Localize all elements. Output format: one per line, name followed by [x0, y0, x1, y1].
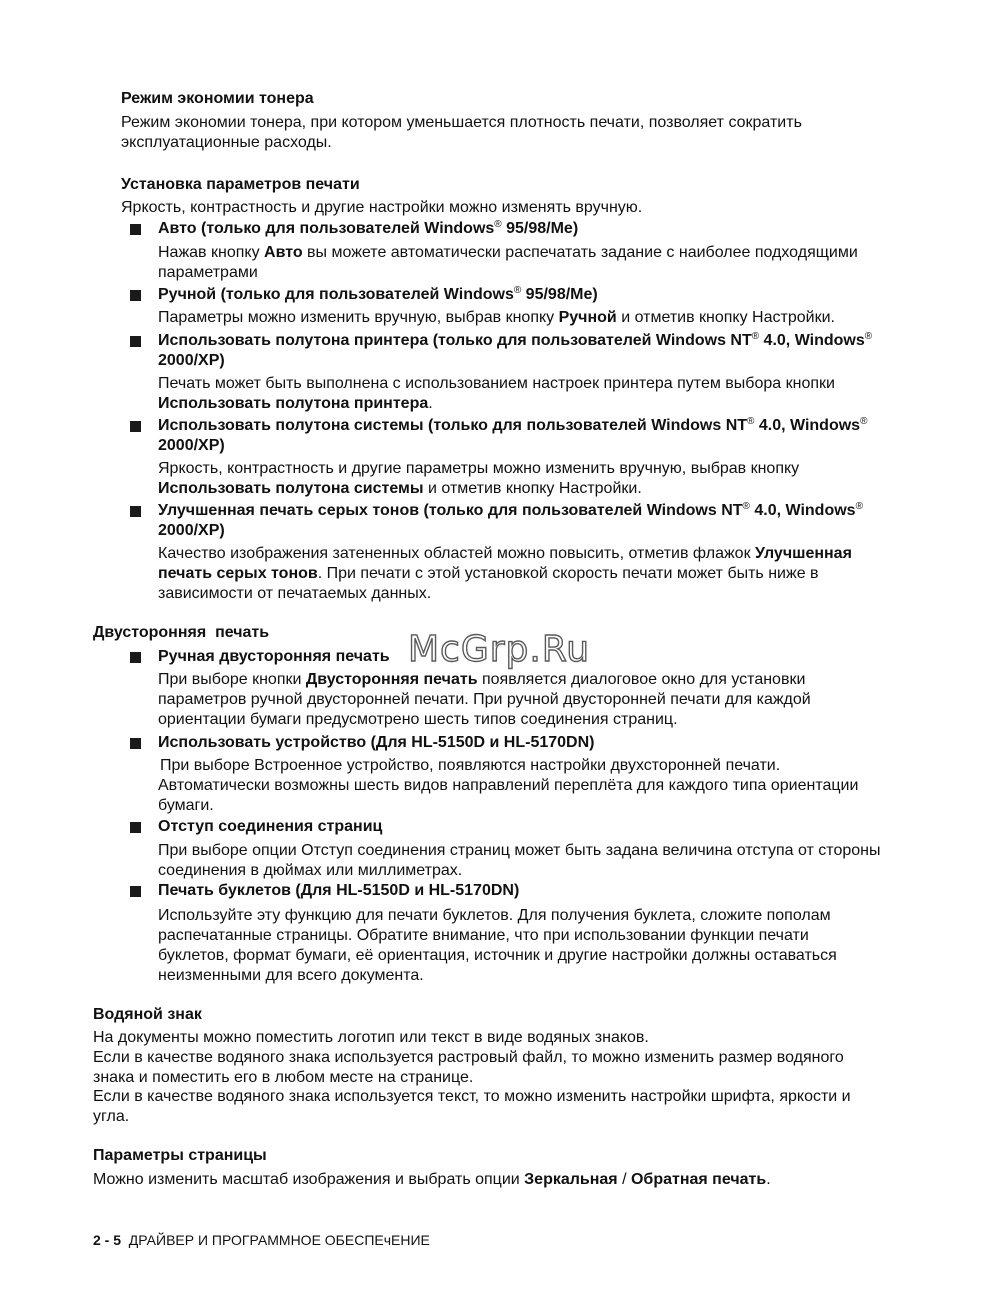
binding-offset-title: Отступ соединения страниц: [158, 818, 383, 835]
booklet-desc-line-4: неизменными для всего документа.: [158, 967, 424, 984]
binding-offset-desc-line-2: соединения в дюймах или миллиметрах.: [158, 862, 463, 879]
bullet-icon: [130, 336, 141, 347]
bullet-icon: [130, 290, 141, 301]
gray-desc-line-3: зависимости от печатаемых данных.: [158, 585, 432, 602]
duplex-manual-title: Ручная двусторонняя печать: [158, 648, 390, 665]
bullet-icon: [130, 886, 141, 897]
page-number: 2 - 5: [93, 1232, 122, 1248]
page-setup-desc: Можно изменить масштаб изображения и выбрать опции Зеркальная / Обратная печать.: [93, 1171, 771, 1188]
toner-text-line-2: эксплуатационные расходы.: [121, 134, 332, 151]
system-halftone-desc-line-2: Использовать полутона системы и отметив кнопку Настройки.: [158, 480, 642, 497]
auto-desc-line-2: параметрами: [158, 264, 258, 281]
watermark-heading: Водяной знак: [93, 1006, 202, 1023]
watermark-text-line-5: угла.: [93, 1108, 130, 1125]
gray-title: Улучшенная печать серых тонов (только для пользователей Windows NT® 4.0, Windows®: [158, 501, 863, 519]
duplex-heading: Двусторонняя печать: [93, 624, 270, 641]
footer-title: ДРАЙВЕР И ПРОГРАММНОЕ ОБЕСПЕчЕНИЕ: [128, 1232, 430, 1248]
toner-text-line-1: Режим экономии тонера, при котором уменьшается плотность печати, позволяет сократить: [121, 114, 802, 131]
duplex-device-desc-line-2: Автоматически возможны шесть видов направлений переплёта для каждого типа ориентации: [158, 777, 859, 794]
auto-desc-line-1: Нажав кнопку Авто вы можете автоматически распечатать задание с наиболее подходящими: [158, 244, 858, 261]
auto-title: Авто (только для пользователей Windows® 95/98/Me): [158, 219, 579, 237]
printer-halftone-desc-line-1: Печать может быть выполнена с использованием настроек принтера путем выбора кнопки: [158, 375, 835, 392]
printer-halftone-desc-line-2: Использовать полутона принтера.: [158, 395, 433, 412]
bullet-icon: [130, 506, 141, 517]
toner-heading: Режим экономии тонера: [121, 90, 314, 107]
gray-desc-line-1: Качество изображения затененных областей можно повысить, отметив флажок Улучшенная: [158, 545, 852, 562]
booklet-desc-line-2: распечатанные страницы. Обратите внимание, что при использовании функции печати: [158, 927, 809, 944]
manual-desc: Параметры можно изменить вручную, выбрав кнопку Ручной и отметив кнопку Настройки.: [158, 309, 835, 326]
duplex-manual-desc-line-3: ориентации бумаги предусмотрено шесть типов соединения страниц.: [158, 711, 678, 728]
bullet-icon: [130, 421, 141, 432]
booklet-desc-line-1: Используйте эту функцию для печати буклетов. Для получения буклета, сложите пополам: [158, 907, 831, 924]
gray-desc-line-2: печать серых тонов. При печати с этой установкой скорость печати может быть ниже в: [158, 565, 819, 582]
site-watermark: McGrp.Ru: [408, 629, 591, 670]
duplex-device-desc-line-3: бумаги.: [158, 797, 214, 814]
system-halftone-desc-line-1: Яркость, контрастность и другие параметры можно изменить вручную, выбрав кнопку: [158, 460, 800, 477]
system-halftone-title-line-2: 2000/XP): [158, 437, 225, 454]
page-footer: [93, 1231, 430, 1249]
watermark-text-line-4: Если в качестве водяного знака используется текст, то можно изменить настройки шрифта, яркости и: [93, 1088, 851, 1105]
watermark-text-line-1: На документы можно поместить логотип или текст в виде водяных знаков.: [93, 1029, 649, 1046]
page-setup-heading: Параметры страницы: [93, 1147, 267, 1164]
watermark-text-line-3: знака и поместить его в любом месте на странице.: [93, 1069, 474, 1086]
gray-title-line-2: 2000/XP): [158, 522, 225, 539]
print-settings-heading: Установка параметров печати: [121, 176, 360, 193]
bullet-icon: [130, 738, 141, 749]
duplex-manual-desc-line-1: При выборе кнопки Двусторонняя печать появляется диалоговое окно для установки: [158, 671, 806, 688]
binding-offset-desc-line-1: При выборе опции Отступ соединения страниц может быть задана величина отступа от стороны: [158, 842, 881, 859]
print-settings-intro: Яркость, контрастность и другие настройки можно изменять вручную.: [121, 199, 643, 216]
booklet-desc-line-3: буклетов, формат бумаги, её ориентация, источник и другие настройки должны оставаться: [158, 947, 837, 964]
duplex-manual-desc-line-2: параметров ручной двусторонней печати. При ручной двусторонней печати для каждой: [158, 691, 811, 708]
bullet-icon: [130, 652, 141, 663]
system-halftone-title: Использовать полутона системы (только для пользователей Windows NT® 4.0, Windows®: [158, 416, 868, 434]
manual-title: Ручной (только для пользователей Windows® 95/98/Me): [158, 285, 598, 303]
watermark-text-line-2: Если в качестве водяного знака используется растровый файл, то можно изменить размер водяного: [93, 1049, 844, 1066]
bullet-icon: [130, 822, 141, 833]
printer-halftone-title-line-2: 2000/XP): [158, 352, 225, 369]
booklet-title: Печать буклетов (Для HL-5150D и HL-5170DN): [158, 882, 520, 899]
bullet-icon: [130, 224, 141, 235]
duplex-device-title: Использовать устройство (Для HL-5150D и HL-5170DN): [158, 734, 595, 751]
printer-halftone-title: Использовать полутона принтера (только для пользователей Windows NT® 4.0, Windows®: [158, 331, 873, 349]
duplex-device-desc-line-1: При выборе Встроенное устройство, появляются настройки двухсторонней печати.: [160, 757, 781, 774]
